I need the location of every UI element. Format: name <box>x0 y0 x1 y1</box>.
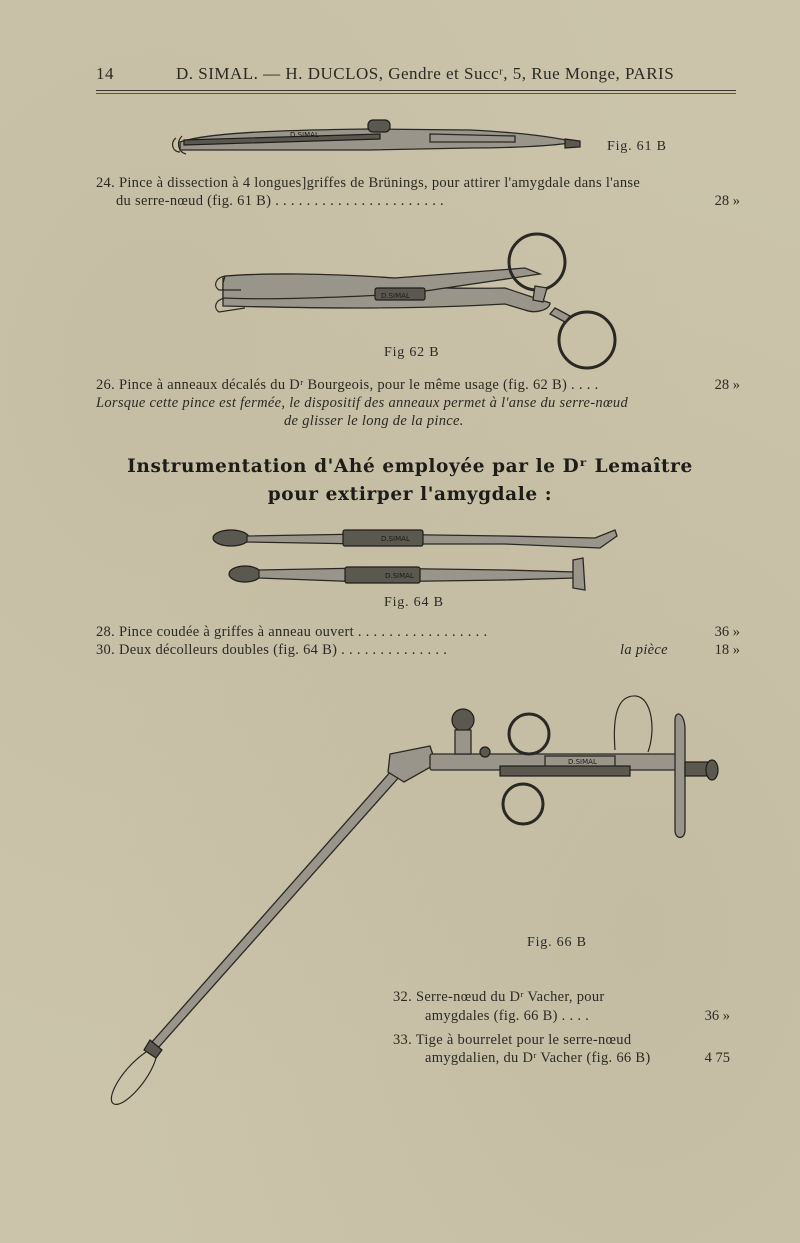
fig64-engraving-top: D.SIMAL <box>381 535 410 543</box>
entry-32-line1: 32. Serre-nœud du Dʳ Vacher, pour <box>393 989 605 1005</box>
fig64-caption: Fig. 64 B <box>384 595 444 610</box>
entry-33-line2: amygdalien, du Dʳ Vacher (fig. 66 B) <box>425 1050 651 1066</box>
page-number: 14 <box>96 64 114 83</box>
entry-32-line2: amygdales (fig. 66 B) . . . . <box>425 1008 590 1024</box>
fig61-engraving: D.SIMAL <box>290 131 319 139</box>
entry-26-line1: 26. Pince à anneaux décalés du Dʳ Bourgeois, pour le même usage (fig. 62 B) . . . . <box>96 377 599 393</box>
fig61-forceps-illustration <box>170 112 590 162</box>
fig64-elevators-illustration <box>205 516 625 596</box>
entry-32-price: 36 » <box>704 1008 730 1024</box>
entry-28-price: 36 » <box>714 624 740 640</box>
entry-33-price: 4 75 <box>704 1050 730 1066</box>
entry-26-note-line2: de glisser le long de la pince. <box>284 413 464 429</box>
fig66-engraving: D.SIMAL <box>568 758 597 766</box>
section-heading-line2: pour extirper l'amygdale : <box>267 484 553 505</box>
fig61-caption: Fig. 61 B <box>607 139 667 154</box>
entry-26-price: 28 » <box>714 377 740 393</box>
fig62-caption: Fig 62 B <box>384 345 440 360</box>
entry-30-line1: 30. Deux décolleurs doubles (fig. 64 B) . . . . . . . . . . . . . . <box>96 642 448 658</box>
fig64-engraving-bottom: D.SIMAL <box>385 572 414 580</box>
section-heading-line1: Instrumentation d'Ahé employée par le Dʳ Lemaître <box>127 456 693 477</box>
running-title: D. SIMAL. — H. DUCLOS, Gendre et Succʳ, 5, Rue Monge, PARIS <box>176 64 675 83</box>
entry-30-unit: la pièce <box>620 642 668 658</box>
entry-30-price: 18 » <box>714 642 740 658</box>
entry-33-line1: 33. Tige à bourrelet pour le serre-nœud <box>393 1032 632 1048</box>
page-header <box>96 64 736 90</box>
header-rule <box>96 90 736 91</box>
fig66-caption: Fig. 66 B <box>527 935 587 950</box>
entry-28-line1: 28. Pince coudée à griffes à anneau ouvert . . . . . . . . . . . . . . . . . <box>96 624 488 640</box>
fig62-engraving: D.SIMAL <box>381 292 410 300</box>
entry-24-price: 28 » <box>714 193 740 209</box>
entry-24-line1: 24. Pince à dissection à 4 longues]griffes de Brünings, pour attirer l'amygdale dans l'anse <box>96 175 641 191</box>
header-rule-thin <box>96 93 736 94</box>
entry-24-line2: du serre-nœud (fig. 61 B) . . . . . . . . . . . . . . . . . . . . . . <box>116 193 444 209</box>
entry-26-note-line1: Lorsque cette pince est fermée, le dispositif des anneaux permet à l'anse du serre-nœud <box>96 395 629 411</box>
